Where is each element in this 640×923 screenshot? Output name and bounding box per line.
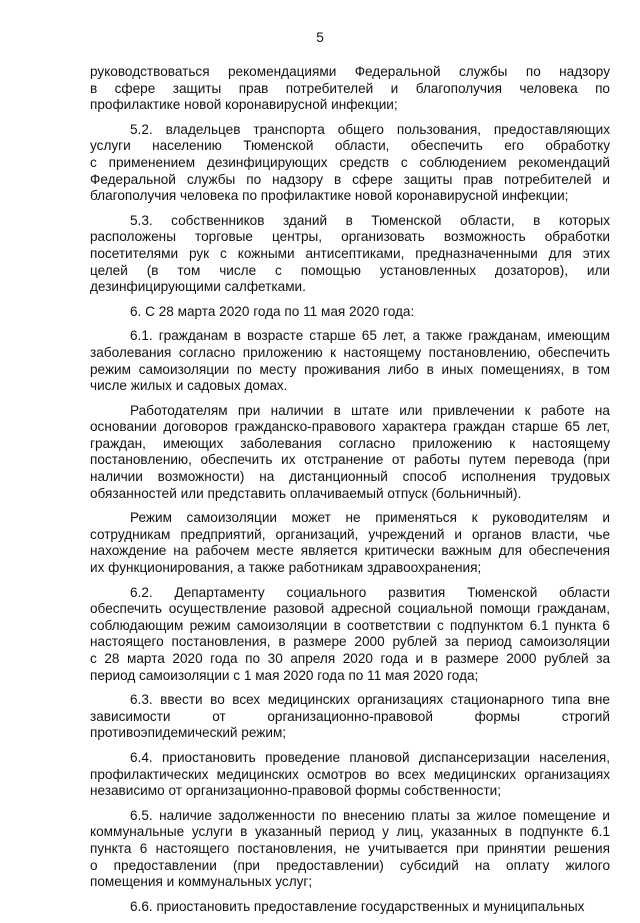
paragraph xyxy=(90,64,610,114)
paragraph xyxy=(90,213,610,296)
text-line: о предоставлении (при предоставлении) субсидий на оплату жилого xyxy=(90,857,610,873)
text-line: 6.4. приостановить проведение плановой диспансеризации населения, xyxy=(130,749,610,765)
text-line: 6.6. приостановить предоставление государственных и муниципальных xyxy=(130,898,585,914)
text-line: с 28 марта 2020 года по 30 апреля 2020 года и в размере 2000 рублей за xyxy=(90,651,610,666)
text-line: обязанностей или представить оплачиваемый отпуск (больничный). xyxy=(90,485,522,501)
text-line: 6.1. гражданам в возрасте старше 65 лет, а также гражданам, имеющим xyxy=(130,328,610,344)
text-line: профилактических медицинских осмотров во всех медицинских организациях xyxy=(90,766,610,782)
text-line: постановлению, обеспечить их отстранение от работы путем перевода (при xyxy=(90,452,610,468)
text-line: 6.3. ввести во всех медицинских организациях стационарного типа вне xyxy=(130,692,610,708)
text-line: посетителями рук с кожными антисептиками, предназначенными для этих xyxy=(90,245,610,261)
text-line: профилактике новой коронавирусной инфекции; xyxy=(90,97,398,113)
text-line: 6. С 28 марта 2020 года по 11 мая 2020 года: xyxy=(130,303,415,319)
text-line: целей (в том числе с помощью установленных дозаторов), или xyxy=(90,262,610,278)
text-line: 5.2. владельцев транспорта общего пользования, предоставляющих xyxy=(130,121,610,137)
text-line: противоэпидемический режим; xyxy=(90,725,287,741)
text-line: их функционирования, а также работникам здравоохранения; xyxy=(90,560,482,576)
paragraph xyxy=(90,122,610,205)
text-line: дезинфицирующими салфетками. xyxy=(90,279,306,295)
text-line: режим самоизоляции по месту проживания либо в иных помещениях, в том xyxy=(90,361,610,377)
text-line: наличии возможности) на дистанционный способ исполнения трудовых xyxy=(90,469,610,485)
paragraph xyxy=(90,403,610,503)
paragraph xyxy=(90,808,610,891)
text-line: настоящего постановления, в размере 2000 рублей за период самоизоляции xyxy=(90,634,610,650)
text-line: Работодателям при наличии в штате или привлечении к работе на xyxy=(130,402,610,418)
text-line: соблюдающим режим самоизоляции в соответствии с подпунктом 6.1 пункта 6 xyxy=(90,617,610,633)
paragraph xyxy=(90,510,610,576)
text-line: обеспечить осуществление разовой адресной социальной помощи гражданам, xyxy=(90,601,610,617)
text-line: независимо от организационно-правовой формы собственности; xyxy=(90,783,502,799)
text-line: 5.3. собственников зданий в Тюменской области, в которых xyxy=(130,212,610,228)
text-line: граждан, имеющих заболевания согласно приложению к настоящему xyxy=(90,435,610,451)
paragraph xyxy=(90,750,610,800)
paragraph xyxy=(90,304,610,321)
text-line: помещения и коммунальных услуг; xyxy=(90,874,313,890)
text-line: благополучия человека по профилактике новой коронавирусной инфекции; xyxy=(90,188,569,204)
text-line: Федеральной службы по надзору в сфере защиты прав потребителей и xyxy=(90,171,610,187)
paragraph xyxy=(90,585,610,685)
text-line: сотрудникам предприятий, организаций, учреждений и органов власти, чье xyxy=(90,526,610,542)
text-line: в сфере защиты прав потребителей и благополучия человека по xyxy=(90,80,610,96)
text-line: расположены торговые центры, организовать возможность обработки xyxy=(90,229,610,245)
paragraph xyxy=(90,328,610,394)
text-line: числе жилых и садовых домах. xyxy=(90,378,288,394)
text-line: нахождение на рабочем месте является критически важным для обеспечения xyxy=(90,543,610,559)
text-line: зависимости от организационно-правовой формы строгий xyxy=(90,708,610,724)
text-line: основании договоров гражданско-правового характера граждан старше 65 лет, xyxy=(90,419,610,435)
text-line: с применением дезинфицирующих средств с соблюдением рекомендаций xyxy=(90,154,610,170)
text-line: Режим самоизоляции может не применяться к руководителям и xyxy=(130,510,610,526)
document-body xyxy=(90,64,610,923)
page-number: 5 xyxy=(316,30,324,45)
text-line: заболевания согласно приложению к настоящему постановлению, обеспечить xyxy=(90,344,610,360)
paragraph xyxy=(90,899,610,916)
text-line: период самоизоляции с 1 мая 2020 года по 11 мая 2020 года; xyxy=(90,667,479,683)
paragraph xyxy=(90,692,610,742)
text-line: 6.5. наличие задолженности по внесению платы за жилое помещение и xyxy=(130,807,610,823)
text-line: услуги населению Тюменской области, обеспечить его обработку xyxy=(90,138,610,154)
text-line: пункта 6 настоящего постановления, не учитывается при принятии решения xyxy=(90,840,610,856)
text-line: руководствоваться рекомендациями Федеральной службы по надзору xyxy=(90,64,610,79)
text-line: коммунальные услуги в указанный период у лиц, указанных в подпункте 6.1 xyxy=(90,824,610,840)
text-line: 6.2. Департаменту социального развития Тюменской области xyxy=(130,584,610,600)
